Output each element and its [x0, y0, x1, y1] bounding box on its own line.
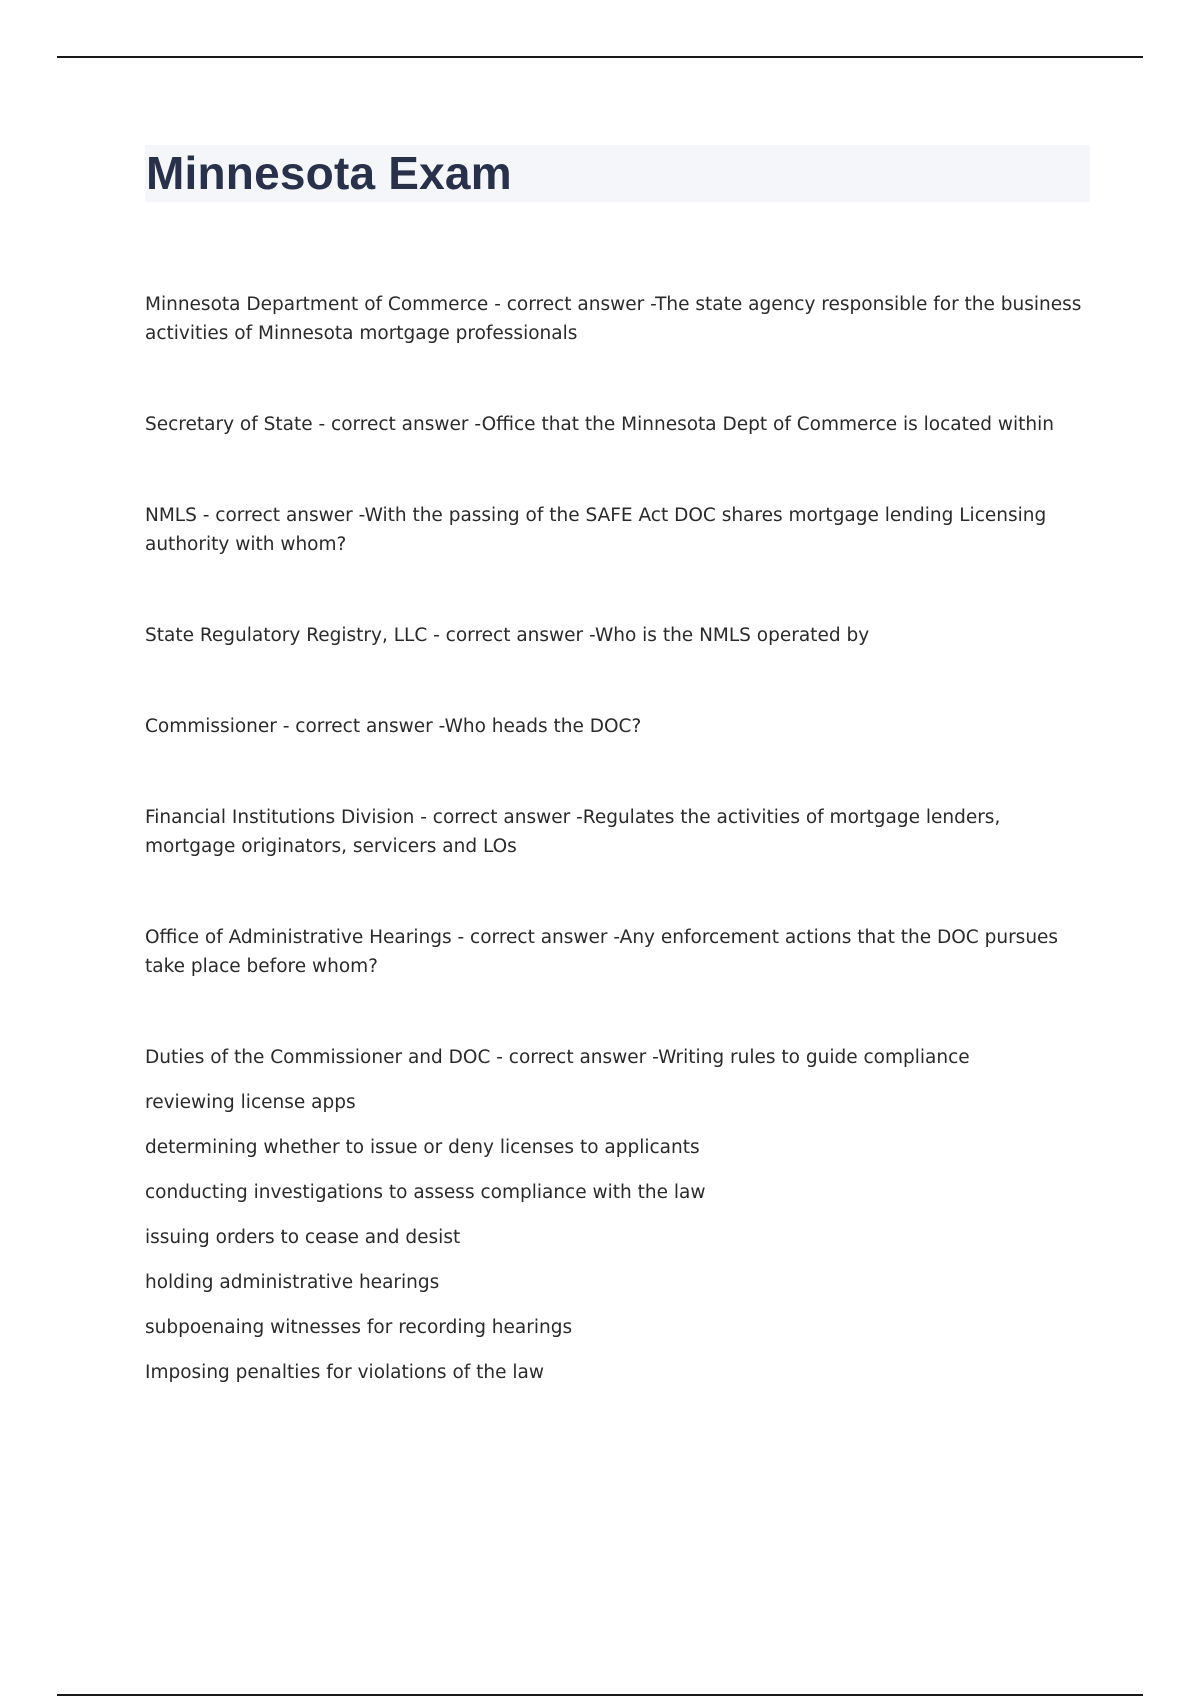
- qa-text: Office of Administrative Hearings - correct answer -Any enforcement actions that the DOC pursues take place before whom?: [145, 927, 1059, 977]
- top-rule: [57, 56, 1143, 58]
- qa-entry: [145, 290, 1095, 348]
- qa-text: Secretary of State - correct answer -Office that the Minnesota Dept of Commerce is located within: [145, 414, 1055, 435]
- qa-entry: [145, 501, 1095, 559]
- qa-text: NMLS - correct answer -With the passing of the SAFE Act DOC shares mortgage lending Licensing authority with whom?: [145, 505, 1047, 555]
- qa-text: Minnesota Department of Commerce - correct answer -The state agency responsible for the business activities of Minnesota mortgage professionals: [145, 294, 1082, 344]
- duty-item: holding administrative hearings: [145, 1272, 440, 1293]
- qa-text: Duties of the Commissioner and DOC - correct answer -Writing rules to guide compliance: [145, 1047, 970, 1068]
- document-body: [145, 290, 1095, 1449]
- duty-item: subpoenaing witnesses for recording hearings: [145, 1317, 573, 1338]
- qa-entry: [145, 410, 1095, 439]
- duty-item: issuing orders to cease and desist: [145, 1227, 461, 1248]
- qa-text: State Regulatory Registry, LLC - correct answer -Who is the NMLS operated by: [145, 625, 870, 646]
- page-title: Minnesota Exam: [146, 147, 512, 199]
- duty-item: determining whether to issue or deny licenses to applicants: [145, 1137, 700, 1158]
- duties-list: [145, 1088, 1095, 1387]
- bottom-rule: [57, 1694, 1143, 1696]
- qa-entry: [145, 621, 1095, 650]
- qa-text: Financial Institutions Division - correct answer -Regulates the activities of mortgage lenders, mortgage originators, servicers and LOs: [145, 807, 1001, 857]
- duty-item: Imposing penalties for violations of the law: [145, 1362, 545, 1383]
- qa-entry: [145, 803, 1095, 861]
- qa-entry: [145, 712, 1095, 741]
- qa-entry-duties: [145, 1043, 1095, 1387]
- qa-entry: [145, 923, 1095, 981]
- duty-item: reviewing license apps: [145, 1092, 356, 1113]
- duty-item: conducting investigations to assess compliance with the law: [145, 1182, 706, 1203]
- qa-text: Commissioner - correct answer -Who heads the DOC?: [145, 716, 642, 737]
